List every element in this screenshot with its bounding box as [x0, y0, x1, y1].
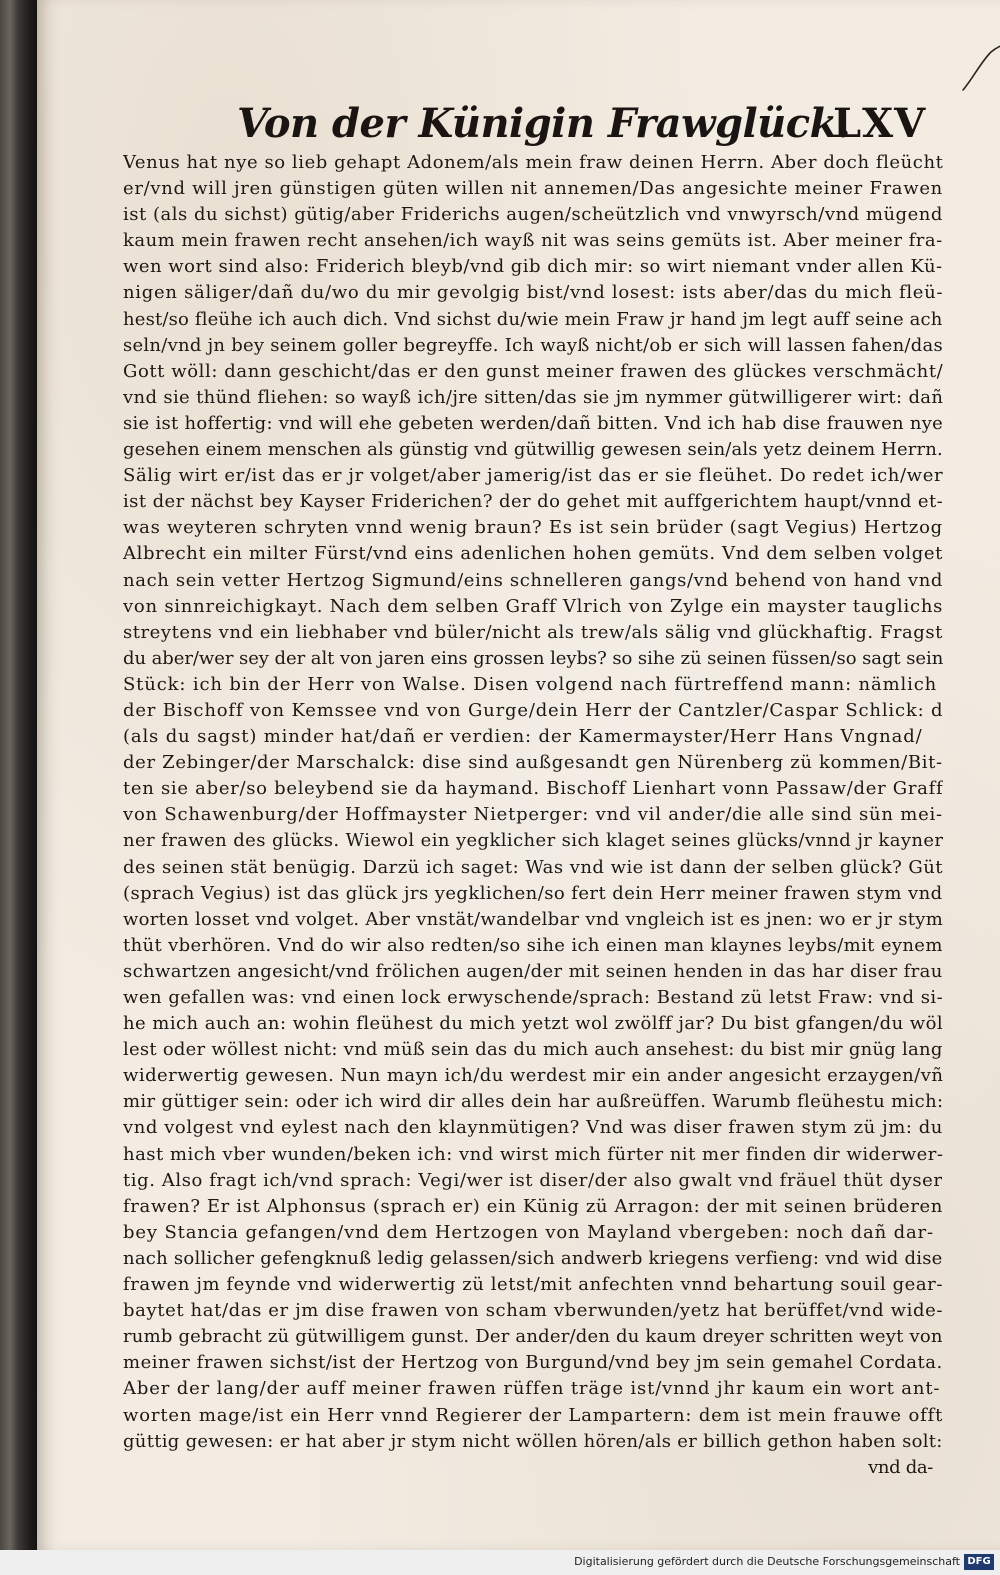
text-line: ten sie aber/so beleybend sie da haymand. Bischoff Lienhart vonn Passaw/der Graff [123, 778, 943, 800]
text-line: von sinnreichigkayt. Nach dem selben Graff Vlrich von Zylge ein mayster tauglichs [123, 595, 943, 617]
text-line: thüt vberhören. Vnd do wir also redten/so sihe ich einen man klaynes leybs/mit eynem [123, 934, 943, 956]
text-line: nigen säliger/dañ du/wo du mir gevolgig bist/vnd losest: ists aber/das du mich fleü- [123, 282, 943, 304]
text-line: meiner frawen sichst/ist der Hertzog von Burgund/vnd bey jm sein gemahel Cordata. [123, 1352, 943, 1374]
text-line: worten losset vnd volget. Aber vnstät/wandelbar vnd vngleich ist es jnen: wo er jr stym [123, 908, 943, 930]
page-header [237, 100, 937, 152]
text-line: bey Stancia gefangen/vnd dem Hertzogen von Mayland vbergeben: noch dañ dar- [123, 1221, 934, 1243]
running-title: Von der Künigin Frawglück. [237, 100, 851, 147]
text-line: lest oder wöllest nicht: vnd müß sein das du mich auch ansehest: du bist mir gnüg lang [123, 1039, 943, 1061]
dfg-logo: DFG [964, 1554, 994, 1570]
text-line: er/vnd will jren günstigen güten willen nit annemen/Das angesichte meiner Frawen [123, 178, 943, 200]
text-line: streytens vnd ein liebhaber vnd büler/nicht als trew/als sälig vnd glückhaftig. Fragst [123, 621, 943, 643]
text-line: rumb gebracht zü gütwilligem gunst. Der ander/den du kaum dreyer schritten weyt von [123, 1326, 943, 1348]
text-line: von Schawenburg/der Hoffmayster Nietperger: vnd vil ander/die alle sind sün mei- [123, 804, 943, 826]
text-line: frawen? Er ist Alphonsus (sprach er) ein Künig zü Arragon: der mit seinen brüderen [123, 1195, 943, 1217]
footer-bar [0, 1550, 1000, 1575]
text-line: Gott wöll: dann geschicht/das er den gunst meiner frawen des glückes verschmächt/ [123, 360, 943, 382]
text-line: frawen jm feynde vnd widerwertig zü letst/mit anfechten vnnd behartung souil gear- [123, 1274, 943, 1296]
text-line: güttig gewesen: er hat aber jr stym nicht wöllen hören/als er billich gethon haben solt: [123, 1430, 943, 1452]
text-line: ist (als du sichst) gütig/aber Friderichs augen/scheützlich vnd vnwyrsch/vnd mügend [123, 204, 943, 226]
text-line: (als du sagst) minder hat/dañ er verdien: der Kamermayster/Herr Hans Vngnad/ [123, 726, 923, 748]
text-line: seln/vnd jn bey seinem goller begreyffe. Ich wayß nicht/ob er sich will lassen fahen/das [123, 334, 943, 356]
text-line: Aber der lang/der auff meiner frawen rüffen träge ist/vnnd jhr kaum ein wort ant- [123, 1378, 941, 1400]
text-line: kaum mein frawen recht ansehen/ich wayß nit was seins gemüts ist. Aber meiner fra- [123, 230, 943, 252]
text-line: der Bischoff von Kemssee vnd von Gurge/dein Herr der Cantzler/Caspar Schlick: d [123, 699, 943, 721]
text-line: worten mage/ist ein Herr vnnd Regierer der Lampartern: dem ist mein frauwe offt [123, 1404, 943, 1426]
text-line: der Zebinger/der Marschalck: dise sind außgesandt gen Nürenberg zü kommen/Bit- [123, 752, 943, 774]
folio-number: LXV [833, 100, 927, 147]
text-line: widerwertig gewesen. Nun mayn ich/du werdest mir ein ander angesicht erzaygen/vñ [123, 1065, 943, 1087]
book-page [37, 0, 1000, 1550]
text-line: vnd volgest vnd eylest nach den klaynmütigen? Vnd was diser frawen stym zü jm: du [123, 1117, 943, 1139]
text-line: du aber/wer sey der alt von jaren eins grossen leybs? so sihe zü seinen füssen/so sagt sein [123, 647, 943, 669]
text-line: sie ist hoffertig: vnd will ehe gebeten werden/dañ bitten. Vnd ich hab dise frauwen nye [123, 412, 943, 434]
footer-credit: Digitalisierung gefördert durch die Deutsche Forschungsgemeinschaft [574, 1555, 960, 1568]
text-line: Venus hat nye so lieb gehapt Adonem/als mein fraw deinen Herrn. Aber doch fleücht [123, 152, 943, 173]
text-line: mir güttiger sein: oder ich wird dir alles dein har außreüffen. Warumb fleühestu mich: [123, 1091, 943, 1113]
text-line: vnd sie thünd fliehen: so wayß ich/jre sitten/das sie jm nymmer gütwilligerer wirt: dañ [123, 386, 943, 408]
text-line: ner frawen des glücks. Wiewol ein yegklicher sich klaget seines glücks/vnnd jr kayner [123, 830, 943, 852]
text-line: hest/so fleühe ich auch dich. Vnd sichst du/wie mein Fraw jr hand jm legt auff seine ach [123, 308, 943, 330]
text-line: gesehen einem menschen als günstig vnd gütwillig gewesen sein/als yetz deinem Herrn. [123, 439, 943, 461]
text-line: he mich auch an: wohin fleühest du mich yetzt wol zwölff jar? Du bist gfangen/du wöl [123, 1013, 943, 1035]
text-line: baytet hat/das er jm dise frawen von scham vberwunden/yetz hat berüffet/vnd wide- [123, 1300, 943, 1322]
text-line: wen gefallen was: vnd einen lock erwyschende/sprach: Bestand zü letst Fraw: vnd si- [123, 987, 943, 1008]
text-line: tig. Also fragt ich/vnd sprach: Vegi/wer ist diser/der also gwalt vnd fräuel thüt dyser [123, 1169, 943, 1191]
text-line: was weyteren schryten vnnd wenig braun? Es ist sein brüder (sagt Vegius) Hertzog [123, 517, 943, 539]
text-line: nach sollicher gefengknuß ledig gelassen/sich andwerb kriegens verfieng: vnd wid dise [123, 1247, 943, 1269]
body-text [123, 150, 943, 1481]
text-line: schwartzen angesicht/vnd frölichen augen/der mit seinen henden in das har diser frau [123, 960, 943, 982]
text-line: des seinen stät benügig. Darzü ich saget: Was vnd wie ist dann der selben glück? Güt [123, 856, 943, 878]
text-line: wen wort sind also: Friderich bleyb/vnd gib dich mir: so wirt niemant vnder allen Kü- [123, 256, 943, 278]
text-line: Sälig wirt er/ist das er jr volget/aber jamerig/ist das er sie fleühet. Do redet ich/wer [123, 465, 943, 487]
text-line: ist der nächst bey Kayser Friderichen? der do gehet mit auffgerichtem haupt/vnnd et- [123, 491, 943, 513]
text-line: Albrecht ein milter Fürst/vnd eins adenlichen hohen gemüts. Vnd dem selben volget [123, 543, 943, 565]
text-line: nach sein vetter Hertzog Sigmund/eins schnelleren gangs/vnd behend von hand vnd [123, 569, 943, 591]
text-line: vnd da- [868, 1456, 933, 1478]
text-line: hast mich vber wunden/beken ich: vnd wirst mich fürter nit mer finden dir widerwer- [123, 1143, 943, 1165]
text-line: (sprach Vegius) ist das glück jrs yegklichen/so fert dein Herr meiner frawen stym vnd [123, 882, 943, 904]
pencil-mark-icon [957, 38, 1000, 98]
text-line: Stück: ich bin der Herr von Walse. Disen volgend nach fürtreffend mann: nämlich [123, 673, 938, 695]
